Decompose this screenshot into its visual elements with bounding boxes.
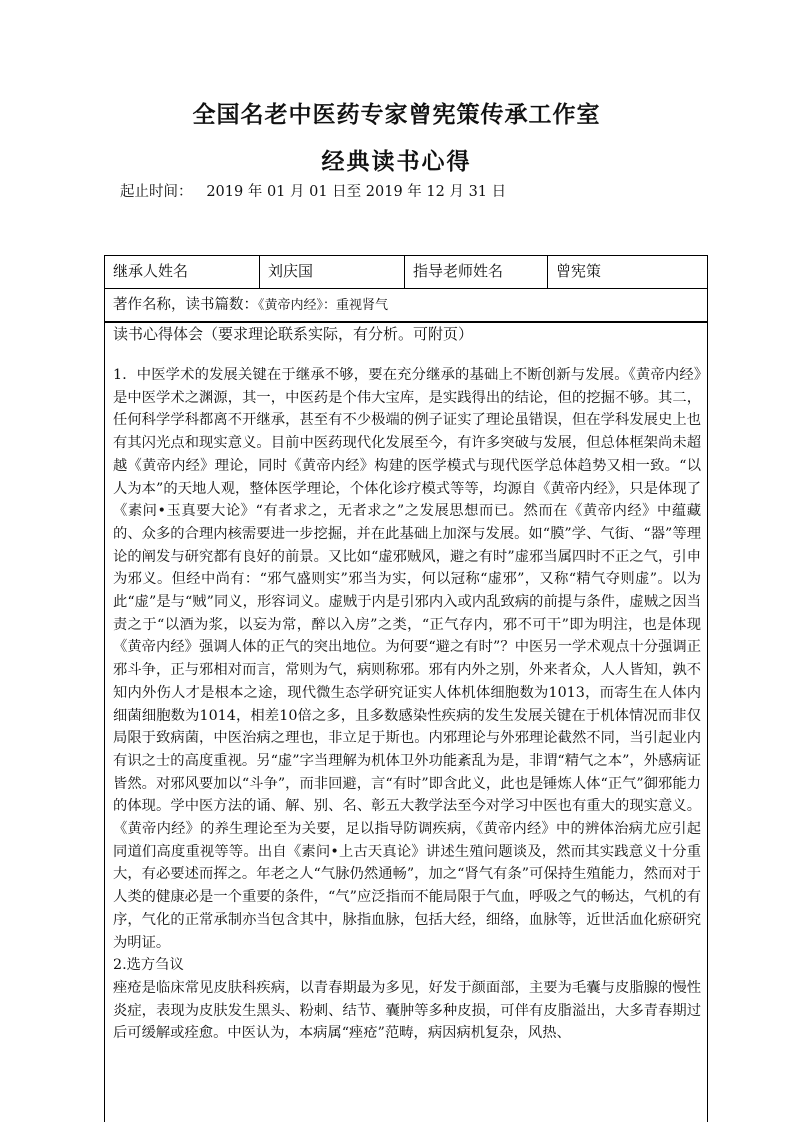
table-row-prompt — [105, 322, 707, 346]
table-row-names — [105, 256, 707, 289]
table-row-work — [105, 289, 707, 322]
form-table — [104, 255, 708, 1122]
page-subtitle: 经典读书心得 — [321, 148, 472, 175]
divider — [105, 322, 707, 323]
page-title: 全国名老中医药专家曾宪策传承工作室 — [192, 101, 601, 128]
period-label: 起止时间： — [120, 184, 193, 200]
period-line — [120, 180, 506, 201]
work-label: 著作名称，读书篇数： — [113, 297, 258, 313]
notes-body — [113, 364, 701, 1045]
work-value: 《黄帝内经》：重视肾气 — [258, 298, 389, 313]
inheritor-value: 刘庆国 — [260, 256, 405, 288]
inheritor-label: 继承人姓名 — [105, 256, 260, 288]
teacher-value: 曾宪策 — [556, 262, 602, 280]
work-line — [113, 289, 388, 322]
period-value: 2019 年 01 月 01 日至 2019 年 12 月 31 日 — [206, 184, 507, 200]
notes-prompt: 读书心得体会（要求理论联系实际，有分析。可附页） — [113, 325, 474, 343]
paragraph-1: 1．中医学术的发展关键在于继承不够，要在充分继承的基础上不断创新与发展。《黄帝内经》是中医学术之渊源，其一，中医药是个伟大宝库，是实践得出的结论，但的挖掘不够。其二，任何科学学科都离不开继承，甚至有不少极端的例子证实了理论虽错误，但在学科发展史上也有其闪光点和现实意义。目前中医药现代化发展至今，有许多突破与发展，但总体框架尚未超越《黄帝内经》理论，同时《黄帝内经》构建的医学模式与现代医学总体趋势又相一致。“以人为本”的天地人观，整体医学理论，个体化诊疗模式等等，均源自《黄帝内经》，只是体现了《素问•玉真要大论》“有者求之，无者求之”之发展思想而已。然而在《黄帝内经》中蕴藏的、众多的合理内核需要进一步挖掘，并在此基础上加深与发展。如“膜”学、气街、“器”等理论的阐发与研究都有良好的前景。又比如“虚邪贼风，避之有时”虚邪当属四时不正之气，引申为邪义。但经中尚有：“邪气盛则实”邪当为实，何以冠称“虚邪”，又称“精气夺则虚”。以为此“虚”是与“贼”同义，形容词义。虚贼于内是引邪内入或内乱致病的前提与条件，虚贼之因当责之于“以酒为浆，以妄为常，醉以入房”之类，“正气存内，邪不可干”即为明注，也是体现《黄帝内经》强调人体的正气的突出地位。为何要“避之有时”？中医另一学术观点十分强调正邪斗争，正与邪相对而言，常则为气，病则称邪。邪有内外之别，外来者众，人人皆知，孰不知内外伤人才是根本之途，现代微生态学研究证实人体机体细胞数为1013，而寄生在人体内细菌细胞数为1014，相差10倍之多，且多数感染性疾病的发生发展关键在于机体情况而非仅局限于致病菌，中医治病之理也，非立足于斯也。内邪理论与外邪理论截然不同，当引起业内有识之士的高度重视。另“虚”字当理解为机体卫外功能紊乱为是，非谓“精气之本”，外感病证皆然。对邪风要加以“斗争”，而非回避，言“有时”即含此义，此也是锤炼人体“正气”御邪能力的体现。学中医方法的诵、解、别、名、彰五大教学法至今对学习中医也有重大的现实意义。《黄帝内经》的养生理论至为关要，足以指导防调疾病，《黄帝内经》中的辨体治病尤应引起同道们高度重视等等。出自《素问•上古天真论》讲述生殖问题谈及，然而其实践意义十分重大，有必要述而挥之。年老之人“气脉仍然通畅”，加之“肾气有条”可保持生殖能力，然而对于人类的健康必是一个重要的条件，“气”应泛指而不能局限于气血，呼吸之气的畅达，气机的有序，气化的正常承制亦当包含其中，脉指血脉，包括大经，细络，血脉等，近世活血化瘀研究为明证。 — [113, 367, 701, 951]
teacher-label: 指导老师姓名 — [405, 256, 548, 288]
section-heading-2: 2.选方刍议 — [113, 957, 184, 974]
paragraph-2: 痤疮是临床常见皮肤科疾病，以青春期最为多见，好发于颜面部，主要为毛囊与皮脂腺的慢性炎症，表现为皮肤发生黑头、粉刺、结节、囊肿等多种皮损，可伴有皮脂溢出，大多青春期过后可缓解或痊愈。中医认为，本病属“痤疮”范畴，病因病机复杂，风热、 — [113, 979, 701, 1042]
